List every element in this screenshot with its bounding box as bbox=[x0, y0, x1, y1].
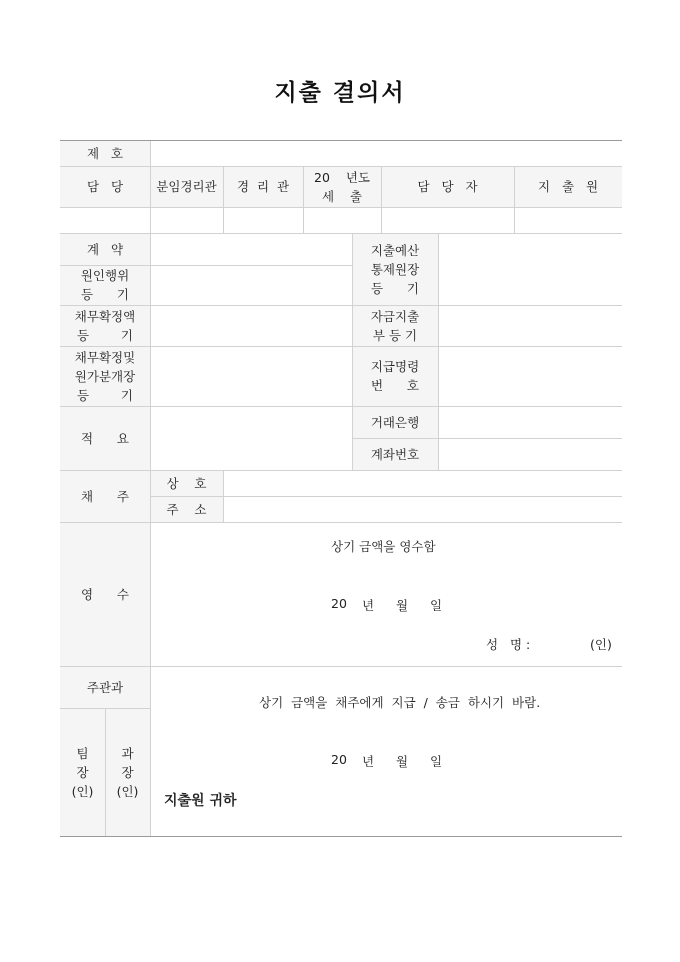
signature-cell-blank[interactable] bbox=[60, 207, 150, 233]
summary-field[interactable] bbox=[150, 406, 352, 470]
col-divider bbox=[514, 166, 515, 233]
row-divider bbox=[60, 346, 622, 347]
col-header-jichulwon: 지 출 원 bbox=[514, 166, 622, 207]
label-order-number: 지급명령 번 호 bbox=[352, 346, 438, 406]
account-field[interactable] bbox=[438, 438, 622, 470]
label-cause: 원인행위 등 기 bbox=[60, 265, 150, 305]
page-title: 지출 결의서 bbox=[274, 80, 406, 106]
contract-field[interactable] bbox=[150, 234, 352, 265]
label-dept: 주관과 bbox=[60, 666, 150, 708]
col-header-year: 20 년도 세 출 bbox=[303, 166, 381, 207]
label-je-ho: 제 호 bbox=[60, 141, 150, 166]
receipt-date-month-unit: 월 bbox=[396, 598, 409, 613]
col-divider bbox=[303, 166, 304, 233]
approval-date-year: 20 bbox=[331, 752, 347, 767]
addressee: 지출원 귀하 bbox=[164, 793, 237, 809]
label-creditor-name: 상 호 bbox=[150, 470, 223, 496]
row-divider bbox=[60, 406, 622, 407]
signature-cell-bunim[interactable] bbox=[150, 207, 223, 233]
receipt-statement: 상기 금액을 영수함 bbox=[331, 539, 436, 554]
row-divider bbox=[352, 438, 622, 439]
col-divider bbox=[105, 708, 106, 836]
col-divider bbox=[381, 166, 382, 233]
col-header-damdangja: 담 당 자 bbox=[381, 166, 514, 207]
signature-cell-year[interactable] bbox=[303, 207, 381, 233]
col-divider bbox=[352, 233, 353, 470]
label-bank: 거래은행 bbox=[352, 406, 438, 438]
label-damdang: 담 당 bbox=[60, 166, 150, 207]
row-divider bbox=[60, 265, 352, 266]
cause-field[interactable] bbox=[150, 265, 352, 305]
creditor-name-field[interactable] bbox=[223, 470, 622, 496]
table-bottom-border bbox=[60, 836, 622, 837]
table-top-border bbox=[60, 140, 622, 141]
col-divider bbox=[150, 141, 151, 836]
approval-date-month-unit: 월 bbox=[396, 754, 409, 769]
receipt-date-day-unit: 일 bbox=[430, 598, 443, 613]
order-number-field[interactable] bbox=[438, 346, 622, 406]
col-divider bbox=[223, 166, 224, 233]
receipt-seal[interactable]: (인) bbox=[590, 637, 612, 652]
row-divider bbox=[150, 496, 622, 497]
row-divider bbox=[60, 470, 622, 471]
signature-cell-jichulwon[interactable] bbox=[514, 207, 622, 233]
section-chief-seal[interactable]: 과 장 (인) bbox=[105, 708, 150, 836]
receipt-date-year: 20 bbox=[331, 596, 347, 611]
creditor-address-field[interactable] bbox=[223, 496, 622, 522]
col-header-gyeongri: 경 리 관 bbox=[223, 166, 303, 207]
label-debt-cost: 채무확정및 원가분개장 등 기 bbox=[60, 346, 150, 406]
approval-date-day-unit: 일 bbox=[430, 754, 443, 769]
row-divider bbox=[60, 166, 622, 167]
row-divider bbox=[60, 233, 622, 234]
bank-field[interactable] bbox=[438, 406, 622, 438]
team-leader-seal[interactable]: 팀 장 (인) bbox=[60, 708, 105, 836]
debt-cost-field[interactable] bbox=[150, 346, 352, 406]
col-divider bbox=[438, 233, 439, 470]
row-divider bbox=[60, 305, 622, 306]
row-divider bbox=[60, 207, 622, 208]
signature-cell-gyeongri[interactable] bbox=[223, 207, 303, 233]
approval-date-year-unit: 년 bbox=[362, 754, 375, 769]
signature-cell-damdangja[interactable] bbox=[381, 207, 514, 233]
fund-field[interactable] bbox=[438, 305, 622, 346]
label-creditor-address: 주 소 bbox=[150, 496, 223, 522]
receipt-sign-label: 성 명 : bbox=[486, 637, 531, 652]
label-receipt: 영 수 bbox=[60, 522, 150, 666]
budget-field[interactable] bbox=[438, 234, 622, 305]
label-fund: 자금지출 부 등 기 bbox=[352, 305, 438, 346]
label-summary: 적 요 bbox=[60, 406, 150, 470]
label-creditor: 채 주 bbox=[60, 470, 150, 522]
row-divider bbox=[60, 522, 622, 523]
debt-field[interactable] bbox=[150, 305, 352, 346]
receipt-date-year-unit: 년 bbox=[362, 598, 375, 613]
label-contract: 계 약 bbox=[60, 234, 150, 265]
col-divider bbox=[223, 470, 224, 522]
label-account: 계좌번호 bbox=[352, 438, 438, 470]
label-debt: 채무확정액 등 기 bbox=[60, 305, 150, 346]
approval-statement: 상기 금액을 채주에게 지급 / 송금 하시기 바람. bbox=[259, 695, 541, 710]
label-budget: 지출예산 통제원장 등 기 bbox=[352, 234, 438, 305]
row-divider bbox=[60, 666, 622, 667]
col-header-bunim: 분임경리관 bbox=[150, 166, 223, 207]
